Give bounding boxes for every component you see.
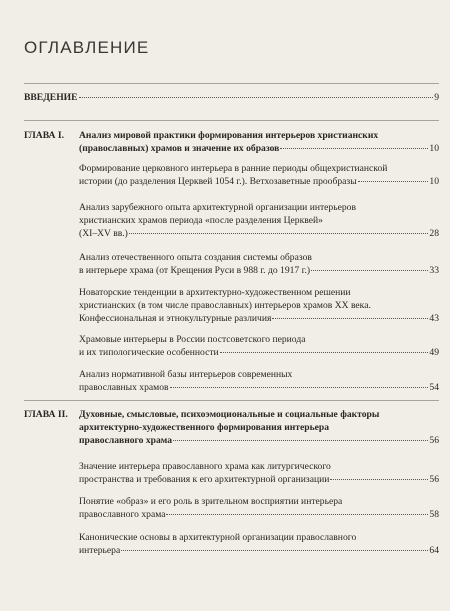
toc-entry-line <box>79 264 439 277</box>
item-title-line: православных храмов <box>79 382 169 394</box>
toc-entry-line <box>79 299 439 312</box>
toc-chapter-2[interactable] <box>24 408 439 448</box>
page-number: 10 <box>429 176 439 188</box>
item-title-line: Храмовые интерьеры в России постсоветского периода <box>79 334 306 345</box>
item-title-line: христианских храмов периода «после разделения Церквей» <box>79 215 323 227</box>
item-title-line: Значение интерьера православного храма как литургического <box>79 461 331 472</box>
toc-entry-line <box>79 227 439 240</box>
toc-entry-line <box>24 91 439 104</box>
page-number: 49 <box>429 347 439 359</box>
page-title: ОГЛАВЛЕНИЕ <box>24 38 150 57</box>
item-title-line: (XI–XV вв.) <box>79 228 128 240</box>
toc-item[interactable] <box>79 460 439 486</box>
item-title-line: истории (до разделения Церквей 1054 г.). Ветхозаветные прообразы <box>79 176 357 188</box>
toc-entry-line <box>79 201 439 214</box>
toc-entry-line <box>79 346 439 359</box>
item-title-line: Канонические основы в архитектурной организации православного <box>79 532 357 543</box>
item-title-line: Новаторские тенденции в архитектурно-художественном решении <box>79 287 351 298</box>
page-number: 56 <box>429 435 439 447</box>
toc-entry-label: ВВЕДЕНИЕ <box>24 92 78 103</box>
dot-leader <box>79 97 434 98</box>
page-number: 10 <box>429 143 439 155</box>
toc-entry-line <box>24 421 439 434</box>
dot-leader <box>272 318 428 319</box>
toc-item[interactable] <box>79 368 439 394</box>
dot-leader <box>358 181 429 182</box>
dot-leader <box>129 233 429 234</box>
toc-entry-line <box>24 408 439 421</box>
page-number: 64 <box>429 545 439 557</box>
toc-item[interactable] <box>79 286 439 326</box>
dot-leader <box>220 352 429 353</box>
item-title-line: Анализ отечественного опыта создания системы образов <box>79 252 312 263</box>
page-number: 58 <box>429 509 439 521</box>
dot-leader <box>173 440 428 441</box>
item-title-line: интерьера <box>79 545 121 557</box>
item-title-line: Понятие «образ» и его роль в зрительном восприятии интерьера <box>79 496 343 507</box>
toc-entry-line <box>79 214 439 227</box>
toc-entry-line <box>79 508 439 521</box>
page-number: 56 <box>429 474 439 486</box>
toc-entry-line <box>79 381 439 394</box>
toc-entry-line <box>79 368 439 381</box>
page-number: 43 <box>429 313 439 325</box>
toc-entry-line <box>79 495 439 508</box>
item-title-line: Конфессиональная и этнокультурные различия <box>79 313 272 325</box>
item-title-line: Формирование церковного интерьера в ранние периоды общехристианской <box>79 163 388 174</box>
toc-chapter-1[interactable] <box>24 129 439 155</box>
divider <box>24 83 439 84</box>
toc-entry-line <box>79 251 439 264</box>
toc-item[interactable] <box>79 495 439 521</box>
item-title-line: в интерьере храма (от Крещения Руси в 988 г. до 1917 г.) <box>79 265 311 277</box>
page-number: 9 <box>434 92 439 103</box>
page-number: 28 <box>429 228 439 240</box>
dot-leader <box>280 148 428 149</box>
chapter-number: ГЛАВА I. <box>24 130 64 141</box>
toc-entry-line <box>24 129 439 142</box>
chapter-title-line: архитектурно-художественного формирования интерьера <box>79 422 330 434</box>
item-title-line: Анализ нормативной базы интерьеров современных <box>79 369 293 380</box>
toc-entry-line <box>79 333 439 346</box>
item-title-line: христианских (в том числе православных) интерьеров храмов XX века. <box>79 300 371 312</box>
dot-leader <box>170 387 429 388</box>
toc-entry-line <box>79 175 439 188</box>
dot-leader <box>311 270 428 271</box>
toc-entry-line <box>79 531 439 544</box>
chapter-title-line: Духовные, смысловые, психоэмоциональные и социальные факторы <box>79 409 380 420</box>
item-title-line: пространства и требования к его архитектурной организации <box>79 474 330 486</box>
page-number: 54 <box>429 382 439 394</box>
item-title-line: и их типологические особенности <box>79 347 219 359</box>
dot-leader <box>166 514 428 515</box>
toc-item[interactable] <box>79 531 439 557</box>
item-title-line: православного храма <box>79 509 166 521</box>
divider <box>24 120 439 121</box>
toc-entry-line <box>79 473 439 486</box>
toc-entry-line <box>79 544 439 557</box>
toc-entry-line <box>24 434 439 447</box>
toc-item[interactable] <box>79 162 439 188</box>
dot-leader <box>330 479 428 480</box>
divider <box>24 400 439 401</box>
toc-item[interactable] <box>79 333 439 359</box>
toc-entry-line <box>79 312 439 325</box>
chapter-title-line: (православных) храмов и значение их образов <box>79 143 280 155</box>
chapter-title-line: православного храма <box>79 435 173 447</box>
toc-entry-line <box>79 162 439 175</box>
toc-item[interactable] <box>79 251 439 277</box>
item-title-line: Анализ зарубежного опыта архитектурной организации интерьеров <box>79 202 356 213</box>
page-number: 33 <box>429 265 439 277</box>
toc-entry-introduction[interactable] <box>24 91 439 104</box>
toc-entry-line <box>79 460 439 473</box>
toc-item[interactable] <box>79 201 439 241</box>
dot-leader <box>121 550 428 551</box>
toc-entry-line <box>24 142 439 155</box>
chapter-number: ГЛАВА II. <box>24 409 68 420</box>
chapter-title-line: Анализ мировой практики формирования интерьеров христианских <box>79 130 379 141</box>
toc-entry-line <box>79 286 439 299</box>
